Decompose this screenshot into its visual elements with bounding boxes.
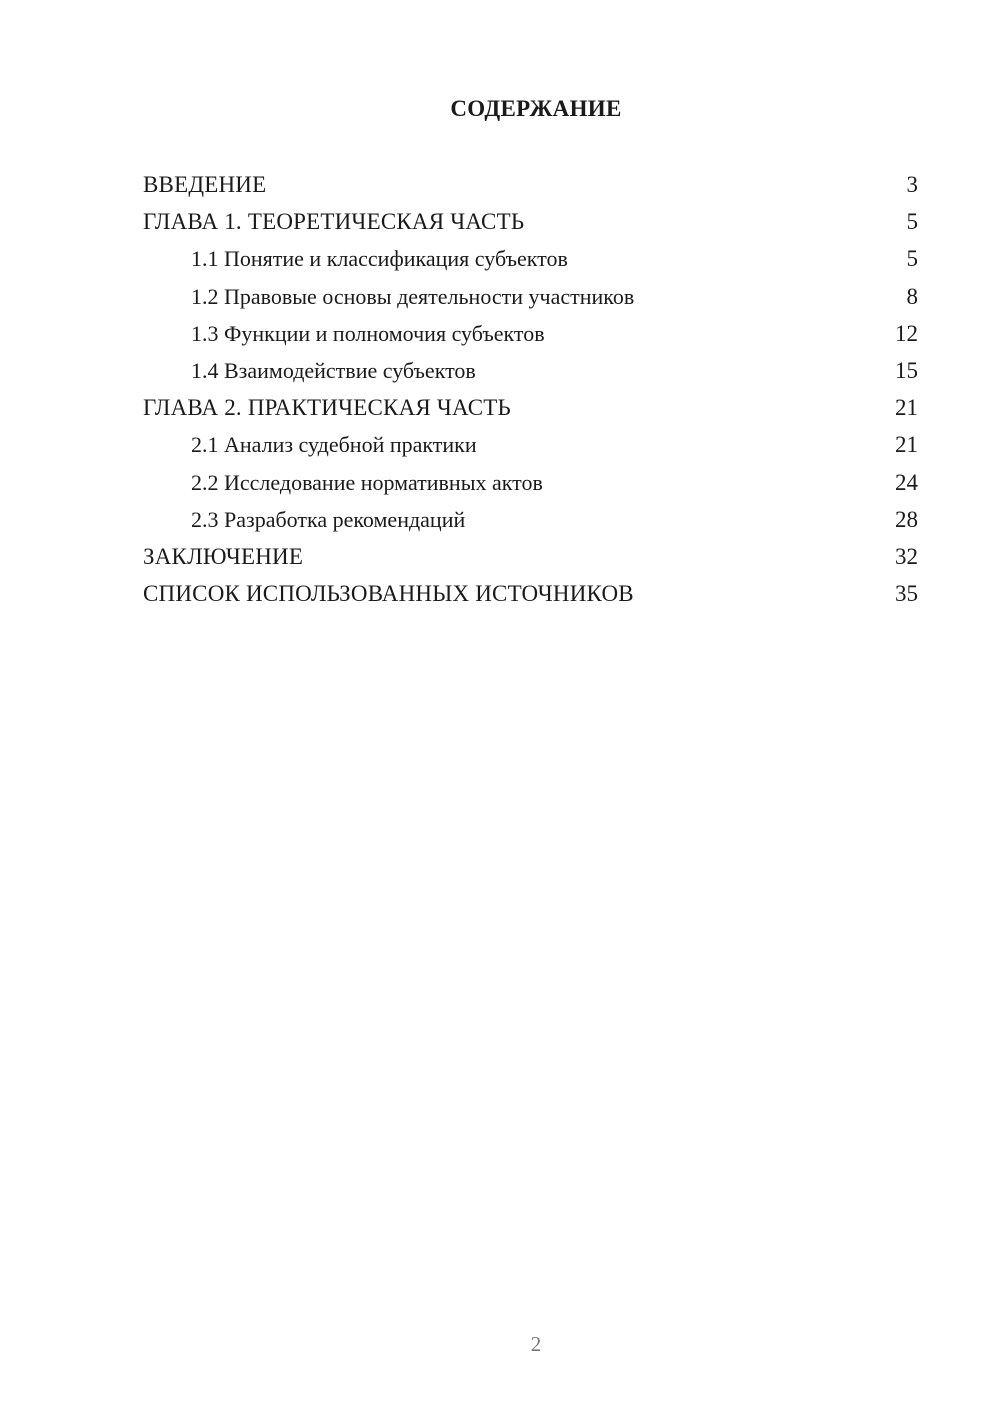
- toc-entry-conclusion[interactable]: [143, 538, 918, 575]
- toc-entry-page: 3: [906, 172, 918, 197]
- toc-entry-chapter-2[interactable]: [143, 389, 918, 426]
- toc-entry-label: ГЛАВА 2. ПРАКТИЧЕСКАЯ ЧАСТЬ: [143, 395, 511, 421]
- toc-entry-page: 24: [895, 469, 918, 495]
- toc-entry-references[interactable]: [143, 575, 918, 612]
- toc-entry-section-2-1[interactable]: [143, 426, 918, 463]
- toc-entry-label: 1.1 Понятие и классификация субъектов: [191, 246, 568, 272]
- toc-entry-page: 8: [906, 283, 918, 309]
- toc-entry-page: 12: [895, 320, 918, 346]
- toc-entry-section-1-4[interactable]: [143, 352, 918, 389]
- toc-entry-page: 5: [906, 246, 918, 272]
- toc-entry-label: 1.2 Правовые основы деятельности участников: [191, 283, 635, 309]
- page-number: 2: [530, 1332, 542, 1356]
- toc-entry-label: 2.3 Разработка рекомендаций: [191, 506, 466, 532]
- toc-entry-label: 2.1 Анализ судебной практики: [191, 432, 477, 458]
- toc-entry-section-1-1[interactable]: [143, 240, 918, 277]
- toc-entry-label: 1.4 Взаимодействие субъектов: [191, 357, 476, 383]
- toc-entry-page: 21: [895, 395, 918, 421]
- table-of-contents: [143, 166, 918, 612]
- toc-entry-section-2-2[interactable]: [143, 464, 918, 501]
- toc-title: СОДЕРЖАНИЕ: [450, 96, 622, 121]
- toc-entry-page: 32: [895, 543, 918, 569]
- toc-entry-page: 35: [895, 581, 918, 607]
- toc-entry-introduction[interactable]: [143, 166, 918, 203]
- toc-entry-chapter-1[interactable]: [143, 203, 918, 240]
- toc-entry-section-1-3[interactable]: [143, 315, 918, 352]
- toc-entry-label: 1.3 Функции и полномочия субъектов: [191, 320, 545, 346]
- toc-entry-label: ВВЕДЕНИЕ: [143, 172, 267, 197]
- toc-entry-page: 28: [895, 506, 918, 532]
- toc-entry-label: 2.2 Исследование нормативных актов: [191, 469, 543, 495]
- toc-entry-section-1-2[interactable]: [143, 278, 918, 315]
- toc-entry-section-2-3[interactable]: [143, 501, 918, 538]
- toc-entry-label: ГЛАВА 1. ТЕОРЕТИЧЕСКАЯ ЧАСТЬ: [143, 209, 525, 235]
- toc-entry-page: 15: [895, 357, 918, 383]
- toc-entry-label: ЗАКЛЮЧЕНИЕ: [143, 543, 304, 569]
- toc-entry-page: 5: [906, 209, 918, 235]
- toc-entry-page: 21: [895, 432, 918, 458]
- toc-entry-label: СПИСОК ИСПОЛЬЗОВАННЫХ ИСТОЧНИКОВ: [143, 581, 634, 607]
